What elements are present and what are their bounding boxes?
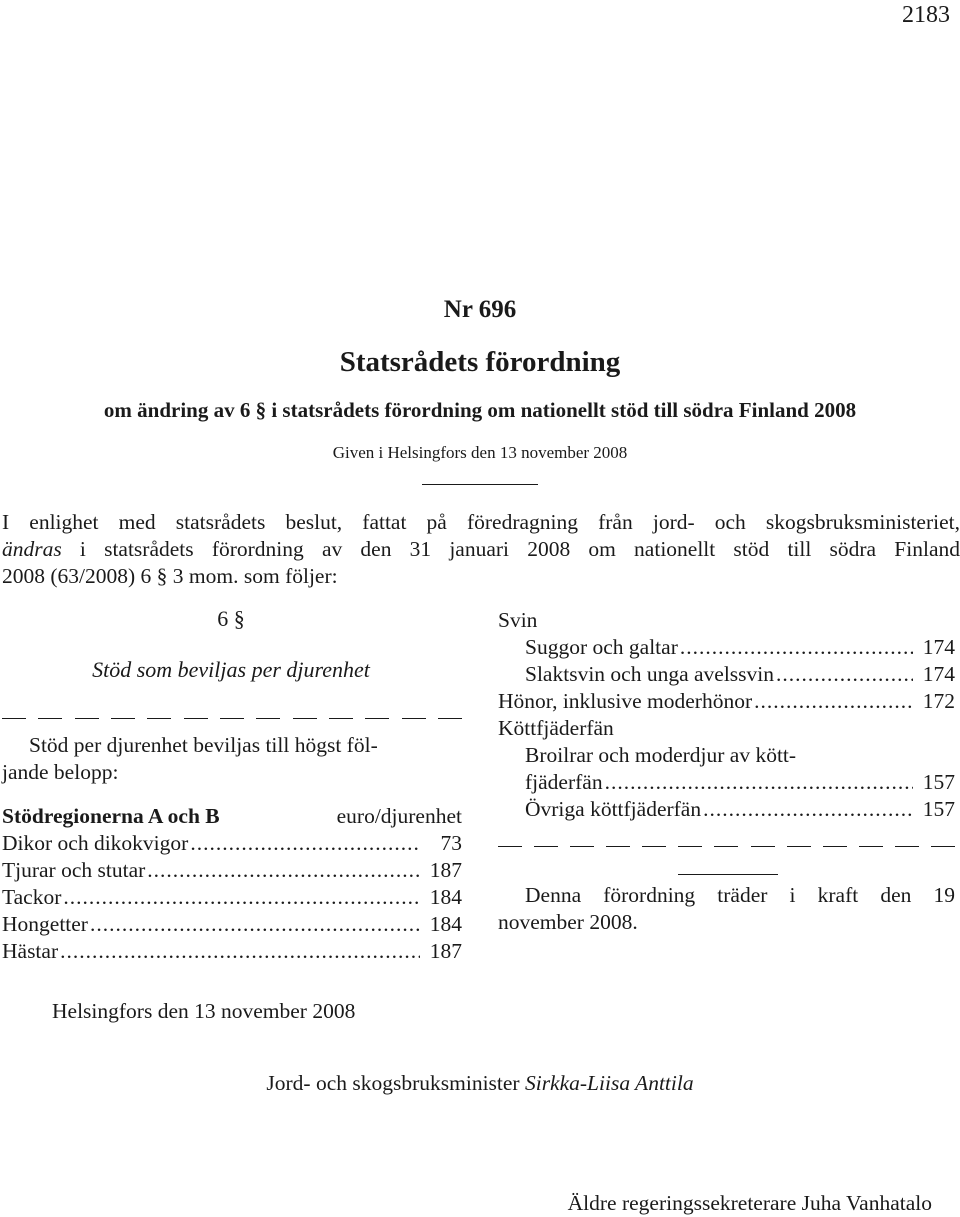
section-number: 6 §	[217, 606, 245, 631]
table-row-broilrar-line-1: Broilrar och moderdjur av kött-	[525, 743, 797, 767]
section-intro	[2, 732, 462, 786]
table-row: fjäderfän ..... 157	[498, 769, 955, 796]
table-row: Hongetter ..... 184	[2, 911, 462, 938]
category-kottfjaderfan: Köttfjäderfän	[498, 716, 614, 740]
document-title: Statsrådets förordning	[339, 346, 621, 378]
table-row: Suggor och galtar ..... 174	[498, 634, 955, 661]
preamble-line-1: I enlighet med statsrådets beslut, fattat på föredragning från jord- och skogsbruksministeriet,	[2, 510, 960, 534]
section-dash-rule	[2, 718, 462, 719]
given-date: Given i Helsingfors den 13 november 2008	[332, 443, 628, 462]
place-date: Helsingfors den 13 november 2008	[52, 999, 356, 1023]
preamble-line-3: 2008 (63/2008) 6 § 3 mom. som följer:	[2, 564, 338, 588]
table-row: Tjurar och stutar ..... 187	[2, 857, 462, 884]
minister-name: Sirkka-Liisa Anttila	[524, 1071, 694, 1095]
entry-into-force	[498, 882, 955, 936]
entry-line-1: Denna förordning träder i kraft den 19	[525, 883, 955, 907]
end-dash-rule	[498, 846, 955, 847]
document-subtitle: om ändring av 6 § i statsrådets förordning om nationellt stöd till södra Finland 2008	[103, 398, 857, 422]
category-svin: Svin	[498, 608, 538, 632]
end-divider	[678, 874, 778, 875]
secretary-signature: Äldre regeringssekreterare Juha Vanhatalo	[567, 1191, 932, 1215]
section-intro-line-1: Stöd per djurenhet beviljas till högst föl-	[29, 733, 378, 757]
preamble-verb: ändras	[2, 537, 62, 561]
support-table	[2, 803, 462, 965]
table-header	[2, 803, 462, 830]
table-row: Hönor, inklusive moderhönor ..... 172	[498, 688, 955, 715]
section-heading: Stöd som beviljas per djurenhet	[92, 657, 370, 682]
section-intro-line-2: jande belopp:	[2, 760, 119, 784]
entry-line-2: november 2008.	[498, 910, 638, 934]
table-row: Övriga köttfjäderfän ..... 157	[498, 796, 955, 823]
table-row: Slaktsvin och unga avelssvin ..... 174	[498, 661, 955, 688]
minister-title: Jord- och skogsbruksminister	[266, 1071, 525, 1095]
table-row: Dikor och dikokvigor ..... 73	[2, 830, 462, 857]
table-header-unit: euro/djurenhet	[336, 804, 462, 828]
support-table-continued	[498, 607, 955, 823]
table-header-region: Stödregionerna A och B	[2, 804, 220, 828]
minister-signature	[0, 1070, 960, 1097]
table-row: Hästar ..... 187	[2, 938, 462, 965]
statute-number: Nr 696	[443, 296, 517, 323]
title-divider	[422, 484, 538, 485]
preamble-line-2-rest: i statsrådets förordning av den 31 januari 2008 om nationellt stöd till södra Finland	[61, 537, 960, 561]
table-row: Tackor ..... 184	[2, 884, 462, 911]
preamble	[2, 509, 960, 590]
preamble-line-2	[2, 536, 960, 563]
page-number: 2183	[902, 2, 950, 28]
